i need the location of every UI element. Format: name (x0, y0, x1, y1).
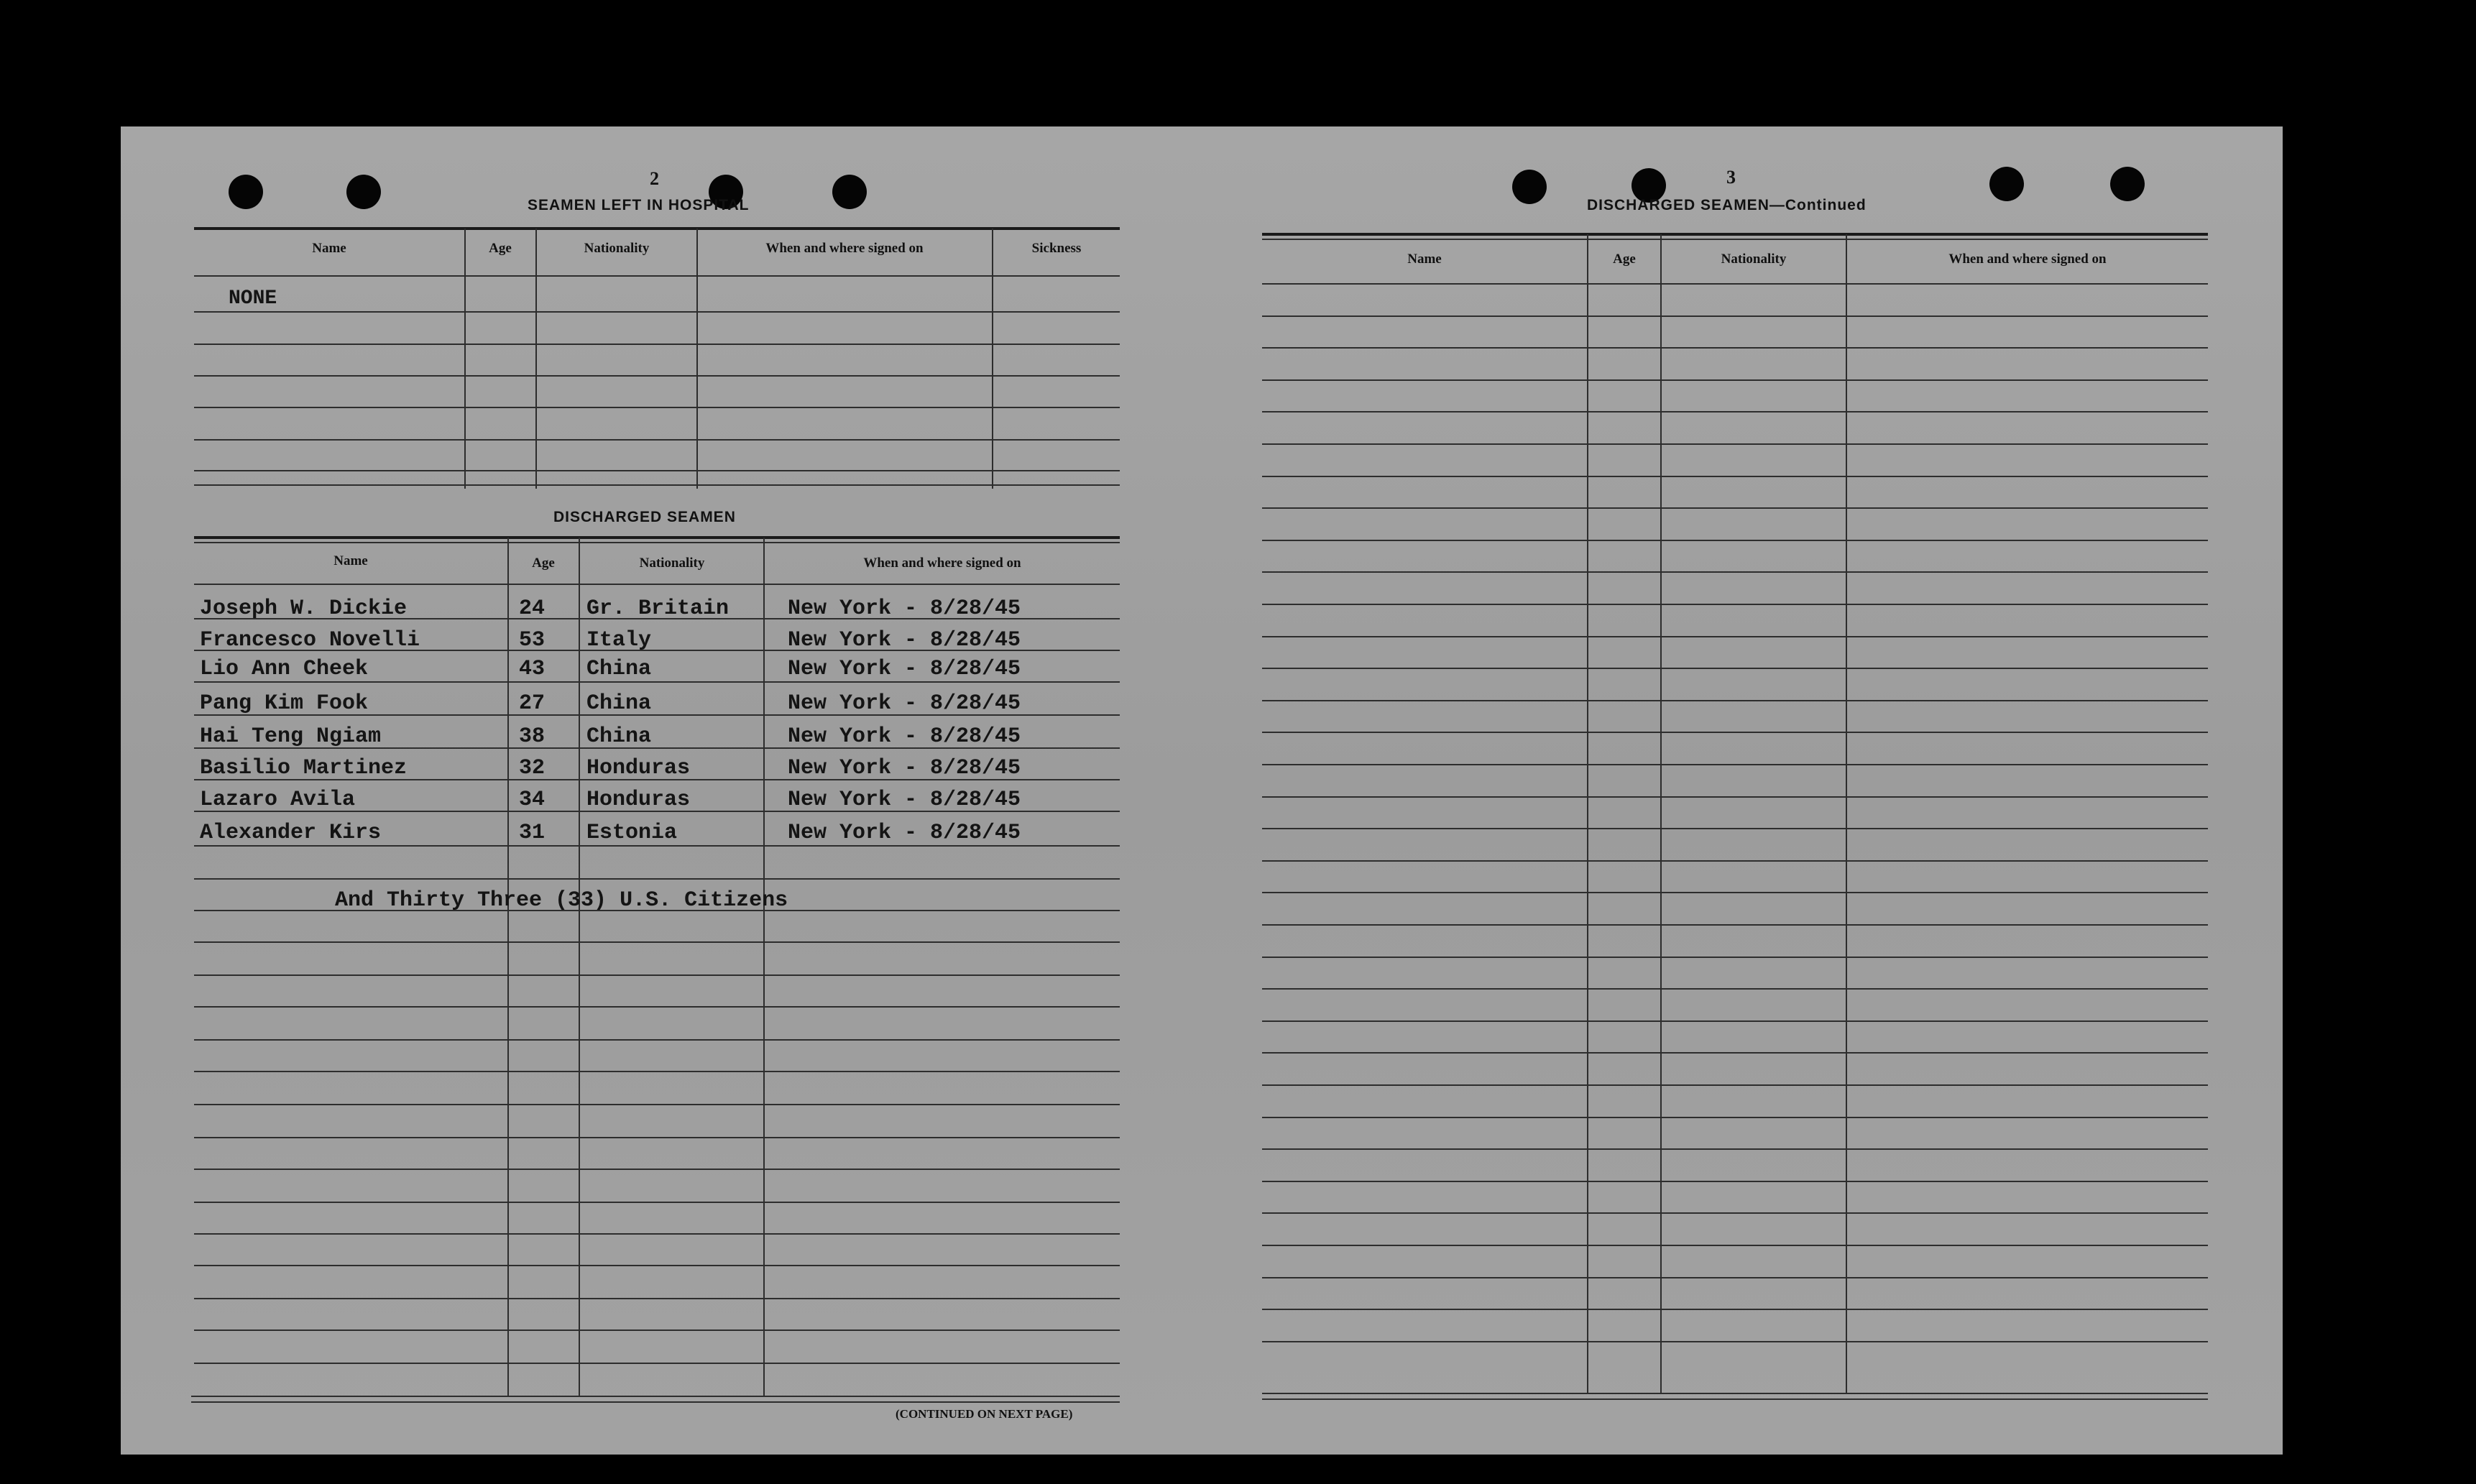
seaman-name: Pang Kim Fook (200, 691, 369, 716)
ruled-line (194, 1104, 1120, 1105)
seaman-age: 31 (519, 821, 546, 845)
punch-hole (1512, 170, 1547, 204)
column-header-name: Name (1407, 252, 1442, 267)
ruled-line (194, 1006, 1120, 1008)
ruled-line (1262, 1148, 2208, 1150)
seaman-name: Joseph W. Dickie (200, 596, 408, 621)
ruled-line (1262, 476, 2208, 477)
citizens-note: And Thirty Three (33) U.S. Citizens (335, 888, 788, 913)
ruled-line (194, 1265, 1120, 1266)
ruled-line (1262, 443, 2208, 445)
ruled-line (194, 1071, 1120, 1072)
ruled-line (194, 1169, 1120, 1170)
ruled-line (1262, 283, 2208, 285)
seaman-age: 32 (519, 756, 546, 780)
ruled-line (194, 1298, 1120, 1299)
seaman-age: 43 (519, 657, 546, 681)
column-header-name: Name (312, 241, 346, 256)
seaman-signed-on: New York - 8/28/45 (788, 756, 1021, 780)
discharged-section-title: DISCHARGED SEAMEN (553, 509, 736, 525)
seaman-age: 53 (519, 628, 546, 653)
column-header-sickness: Sickness (1031, 241, 1082, 256)
column-header-signed-on: When and where signed on (863, 556, 1021, 571)
punch-hole (832, 175, 867, 209)
ruled-line (1262, 892, 2208, 893)
ruled-line (194, 878, 1120, 880)
ruled-line (194, 1233, 1120, 1235)
ruled-line (1262, 1245, 2208, 1246)
seaman-signed-on: New York - 8/28/45 (788, 788, 1021, 812)
column-header-age: Age (489, 241, 512, 256)
column-header-nationality: Nationality (639, 556, 705, 571)
ruled-line (1262, 604, 2208, 605)
punch-hole (346, 175, 381, 209)
punch-hole (2110, 167, 2145, 201)
page-number: 3 (1726, 167, 1736, 188)
ruled-line (1262, 571, 2208, 573)
seaman-nationality: Estonia (586, 821, 678, 845)
ruled-line (1262, 636, 2208, 637)
ruled-line (1262, 732, 2208, 733)
seaman-nationality: Honduras (586, 788, 691, 812)
seaman-signed-on: New York - 8/28/45 (788, 657, 1021, 681)
ruled-line (194, 584, 1120, 585)
ruled-line (1262, 379, 2208, 381)
ruled-line (1262, 1277, 2208, 1278)
ruled-line (194, 974, 1120, 976)
seaman-name: Hai Teng Ngiam (200, 724, 382, 749)
ruled-line (1262, 411, 2208, 413)
ruled-line (1262, 988, 2208, 990)
ruled-line (1262, 700, 2208, 701)
seaman-nationality: China (586, 691, 652, 716)
ruled-line (194, 1329, 1120, 1331)
seaman-nationality: Honduras (586, 756, 691, 780)
seaman-signed-on: New York - 8/28/45 (788, 691, 1021, 716)
ruled-line (1262, 347, 2208, 349)
ruled-line (1262, 1052, 2208, 1054)
ruled-line (194, 681, 1120, 683)
ruled-line (194, 845, 1120, 847)
seaman-name: Basilio Martinez (200, 756, 408, 780)
ruled-line (1262, 796, 2208, 798)
ruled-line (1262, 924, 2208, 926)
seaman-nationality: China (586, 724, 652, 749)
document-sheet (121, 126, 2283, 1455)
seaman-nationality: China (586, 657, 652, 681)
ruled-line (194, 1202, 1120, 1203)
ruled-line (1262, 1212, 2208, 1214)
seaman-nationality: Italy (586, 628, 652, 653)
seaman-name: Francesco Novelli (200, 628, 420, 653)
ruled-line (1262, 540, 2208, 541)
seaman-age: 24 (519, 596, 546, 621)
discharged-continued-title: DISCHARGED SEAMEN—Continued (1587, 197, 1867, 213)
ruled-line (194, 1039, 1120, 1041)
seaman-signed-on: New York - 8/28/45 (788, 596, 1021, 621)
seaman-name: Lazaro Avila (200, 788, 356, 812)
ruled-line (1262, 828, 2208, 829)
column-header-age: Age (1613, 252, 1636, 267)
column-header-name: Name (333, 553, 368, 568)
page-number: 2 (650, 168, 659, 189)
column-header-signed-on: When and where signed on (1948, 252, 2107, 267)
column-header-age: Age (532, 556, 555, 571)
hospital-entry-none: NONE (229, 287, 277, 310)
seaman-nationality: Gr. Britain (586, 596, 730, 621)
seaman-signed-on: New York - 8/28/45 (788, 724, 1021, 749)
ruled-line (1262, 1181, 2208, 1182)
seaman-age: 27 (519, 691, 546, 716)
ruled-line (194, 1137, 1120, 1138)
ruled-line (194, 941, 1120, 943)
continued-footer: (CONTINUED ON NEXT PAGE) (896, 1407, 1073, 1421)
ruled-line (1262, 957, 2208, 958)
ruled-line (1262, 668, 2208, 669)
ruled-line (1262, 1341, 2208, 1342)
column-header-signed-on: When and where signed on (765, 241, 924, 256)
ruled-line (1262, 764, 2208, 765)
seaman-age: 34 (519, 788, 546, 812)
hospital-section-title: SEAMEN LEFT IN HOSPITAL (528, 197, 750, 213)
ruled-line (1262, 1309, 2208, 1310)
punch-hole (229, 175, 263, 209)
ruled-line (1262, 1020, 2208, 1022)
seaman-name: Alexander Kirs (200, 821, 382, 845)
column-header-nationality: Nationality (1721, 252, 1787, 267)
seaman-name: Lio Ann Cheek (200, 657, 369, 681)
ruled-line (194, 1363, 1120, 1364)
seaman-signed-on: New York - 8/28/45 (788, 821, 1021, 845)
seaman-signed-on: New York - 8/28/45 (788, 628, 1021, 653)
ruled-line (1262, 507, 2208, 509)
ruled-line (1262, 1084, 2208, 1086)
ruled-line (1262, 860, 2208, 862)
ruled-line (1262, 315, 2208, 317)
seaman-age: 38 (519, 724, 546, 749)
punch-hole (1989, 167, 2024, 201)
ruled-line (1262, 1117, 2208, 1118)
column-header-nationality: Nationality (584, 241, 650, 256)
